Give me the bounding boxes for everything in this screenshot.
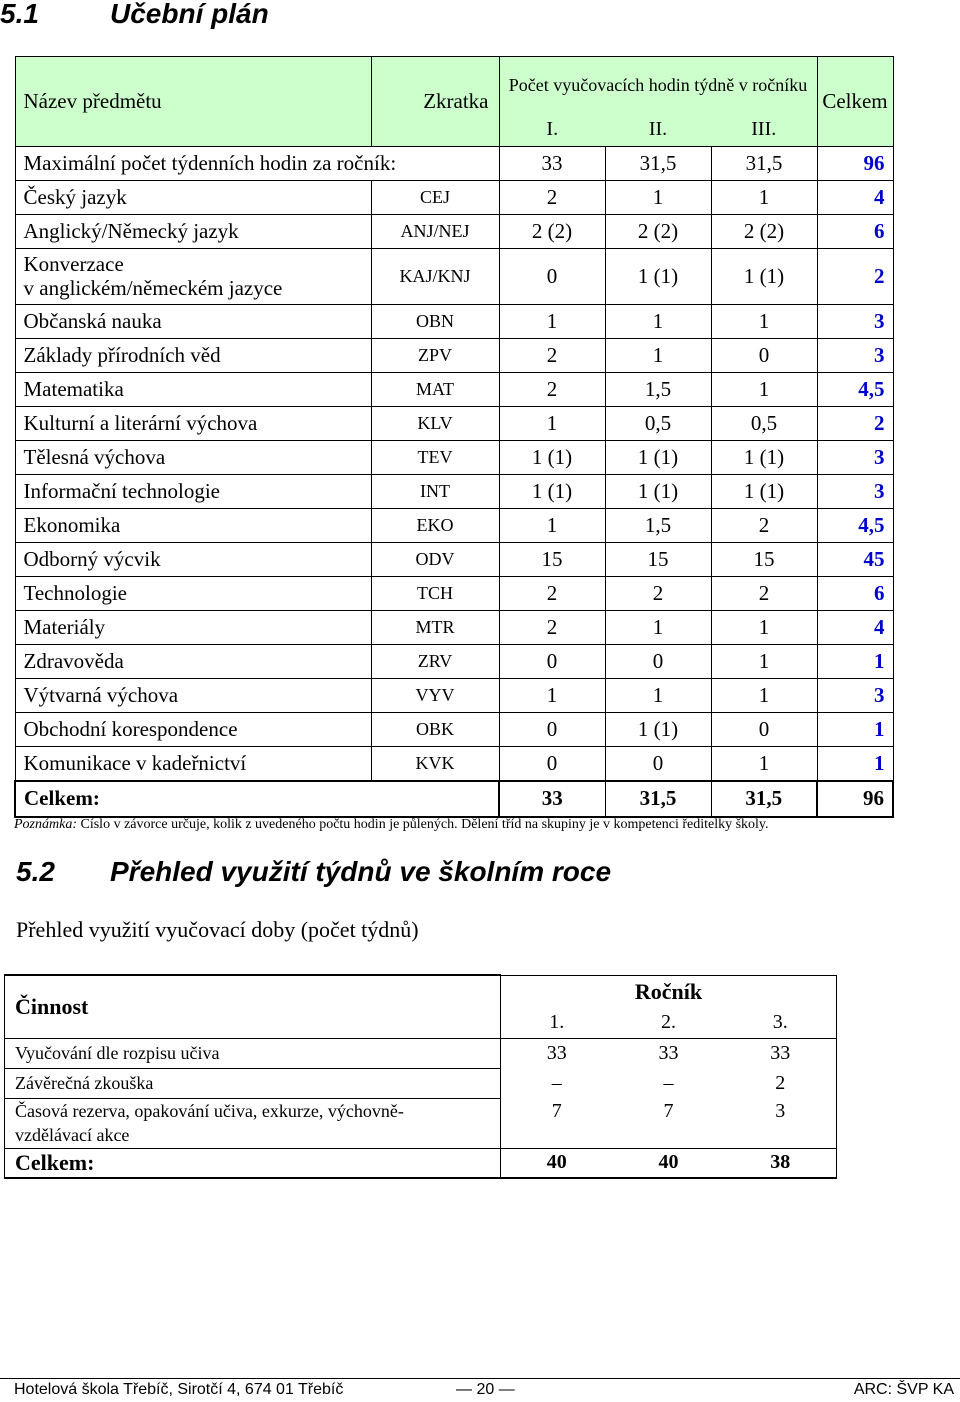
subject-row bbox=[15, 338, 893, 372]
subject-name: Český jazyk bbox=[15, 180, 371, 214]
subject-code: KAJ/KNJ bbox=[371, 248, 499, 304]
subject-total: 3 bbox=[817, 338, 893, 372]
total-y2: 31,5 bbox=[605, 781, 711, 817]
hours-year-2: 1 (1) bbox=[605, 712, 711, 746]
weeks-total-value: 38 bbox=[725, 1148, 837, 1178]
subject-total: 4,5 bbox=[817, 508, 893, 542]
hours-year-1: 15 bbox=[499, 542, 605, 576]
hours-year-3: 1 bbox=[711, 644, 817, 678]
subject-code: VYV bbox=[371, 678, 499, 712]
hours-year-1: 2 bbox=[499, 338, 605, 372]
subject-code: ANJ/NEJ bbox=[371, 214, 499, 248]
section-heading-5-1 bbox=[0, 0, 269, 30]
total-sum: 96 bbox=[817, 781, 893, 817]
weeks-value: 33 bbox=[725, 1038, 837, 1068]
subject-row bbox=[15, 440, 893, 474]
weeks-total-value: 40 bbox=[501, 1148, 613, 1178]
weeks-row-label: Závěrečná zkouška bbox=[5, 1068, 501, 1098]
section-number: 5.1 bbox=[0, 0, 39, 29]
hours-year-1: 1 (1) bbox=[499, 474, 605, 508]
subject-code: CEJ bbox=[371, 180, 499, 214]
footer-page-number: — 20 — bbox=[456, 1381, 515, 1398]
hours-year-2: 15 bbox=[605, 542, 711, 576]
weeks-value: 33 bbox=[658, 1041, 679, 1064]
subject-total: 4,5 bbox=[817, 372, 893, 406]
header-activity: Činnost bbox=[5, 975, 501, 1038]
hours-year-1: 1 (1) bbox=[499, 440, 605, 474]
subject-name: Základy přírodních věd bbox=[15, 338, 371, 372]
hours-year-3: 0 bbox=[711, 712, 817, 746]
max-hours-y2: 31,5 bbox=[605, 146, 711, 180]
subject-name: Tělesná výchova bbox=[15, 440, 371, 474]
max-hours-row bbox=[15, 146, 893, 180]
weeks-value: 33 bbox=[501, 1038, 613, 1068]
subject-name: Výtvarná výchova bbox=[15, 678, 371, 712]
subject-row bbox=[15, 372, 893, 406]
hours-year-2: 0 bbox=[605, 746, 711, 781]
subject-code: TCH bbox=[371, 576, 499, 610]
hours-year-1: 1 bbox=[499, 304, 605, 338]
subject-code: ODV bbox=[371, 542, 499, 576]
table-note bbox=[14, 817, 769, 833]
header-row bbox=[15, 57, 893, 113]
note-text: Číslo v závorce určuje, kolik z uvedeného počtu hodin je půlených. Dělení tříd na skupiny je v kompetenci ředitelky školy. bbox=[77, 817, 769, 832]
header-year-3: III. bbox=[711, 113, 817, 147]
hours-year-2: 1 (1) bbox=[605, 474, 711, 508]
weeks-value: 7 bbox=[501, 1098, 613, 1148]
header-subject: Název předmětu bbox=[15, 57, 371, 147]
subject-total: 4 bbox=[817, 180, 893, 214]
subject-row bbox=[15, 610, 893, 644]
hours-year-2: 1 bbox=[605, 180, 711, 214]
subject-row bbox=[15, 180, 893, 214]
hours-year-3: 2 bbox=[711, 508, 817, 542]
subject-total: 3 bbox=[817, 678, 893, 712]
subject-total: 3 bbox=[817, 304, 893, 338]
subject-total: 1 bbox=[817, 746, 893, 781]
weeks-year-2: 2. bbox=[613, 1008, 725, 1038]
subject-total: 4 bbox=[817, 610, 893, 644]
subject-row bbox=[15, 474, 893, 508]
hours-year-1: 2 bbox=[499, 610, 605, 644]
hours-year-2: 0,5 bbox=[605, 406, 711, 440]
subject-row bbox=[15, 406, 893, 440]
hours-year-1: 0 bbox=[499, 644, 605, 678]
hours-year-3: 1 bbox=[711, 746, 817, 781]
hours-year-1: 2 bbox=[499, 180, 605, 214]
subject-total: 2 bbox=[817, 248, 893, 304]
subject-name: Informační technologie bbox=[15, 474, 371, 508]
weeks-row bbox=[5, 1098, 837, 1148]
subject-total: 1 bbox=[817, 644, 893, 678]
header-year-1: I. bbox=[499, 113, 605, 147]
hours-year-1: 2 bbox=[499, 372, 605, 406]
hours-year-2: 1 (1) bbox=[605, 248, 711, 304]
hours-year-3: 1 (1) bbox=[711, 248, 817, 304]
hours-year-3: 2 (2) bbox=[711, 214, 817, 248]
weeks-row-label-line1: Časová rezerva, opakování učiva, exkurze, výchovně- bbox=[15, 1101, 404, 1121]
hours-year-2: 1 (1) bbox=[605, 440, 711, 474]
subject-name: Obchodní korespondence bbox=[15, 712, 371, 746]
weeks-value: – bbox=[501, 1068, 613, 1098]
subject-row bbox=[15, 304, 893, 338]
subject-code: OBN bbox=[371, 304, 499, 338]
subject-name: Kulturní a literární výchova bbox=[15, 406, 371, 440]
hours-year-3: 1 bbox=[711, 372, 817, 406]
hours-year-2: 0 bbox=[605, 644, 711, 678]
subject-name: Ekonomika bbox=[15, 508, 371, 542]
footer-left: Hotelová škola Třebíč, Sirotčí 4, 674 01 Třebíč bbox=[14, 1381, 344, 1398]
weeks-table bbox=[4, 974, 837, 1179]
subject-row bbox=[15, 746, 893, 781]
subject-code: MTR bbox=[371, 610, 499, 644]
hours-year-1: 1 bbox=[499, 678, 605, 712]
header-hours: Počet vyučovacích hodin týdně v ročníku bbox=[499, 57, 817, 113]
section-title: Přehled využití týdnů ve školním roce bbox=[110, 856, 612, 887]
subject-row bbox=[15, 712, 893, 746]
subject-row bbox=[15, 214, 893, 248]
total-y1: 33 bbox=[499, 781, 605, 817]
max-hours-y3: 31,5 bbox=[711, 146, 817, 180]
section-title: Učební plán bbox=[110, 0, 269, 29]
header-code: Zkratka bbox=[371, 57, 499, 147]
subject-total: 3 bbox=[817, 474, 893, 508]
hours-year-2: 2 bbox=[605, 576, 711, 610]
weeks-total-row bbox=[5, 1148, 837, 1178]
subject-row bbox=[15, 508, 893, 542]
hours-year-3: 1 (1) bbox=[711, 440, 817, 474]
weeks-row-label: Vyučování dle rozpisu učiva bbox=[5, 1038, 501, 1068]
hours-year-3: 1 bbox=[711, 678, 817, 712]
weeks-total-value: 40 bbox=[613, 1148, 725, 1178]
total-label: Celkem: bbox=[15, 781, 499, 817]
subject-row bbox=[15, 248, 893, 304]
subject-name: Materiály bbox=[15, 610, 371, 644]
hours-year-3: 1 bbox=[711, 304, 817, 338]
subject-row bbox=[15, 644, 893, 678]
subject-code: INT bbox=[371, 474, 499, 508]
weeks-header-row bbox=[5, 975, 837, 1008]
hours-year-3: 1 bbox=[711, 610, 817, 644]
subject-code: KLV bbox=[371, 406, 499, 440]
subject-name: Zdravověda bbox=[15, 644, 371, 678]
weeks-row bbox=[5, 1068, 837, 1098]
weeks-value: 3 bbox=[725, 1098, 837, 1148]
hours-year-2: 1 bbox=[605, 338, 711, 372]
subject-code: ZRV bbox=[371, 644, 499, 678]
hours-year-3: 1 (1) bbox=[711, 474, 817, 508]
hours-year-3: 0 bbox=[711, 338, 817, 372]
max-hours-y1: 33 bbox=[499, 146, 605, 180]
hours-year-2: 1 bbox=[605, 678, 711, 712]
hours-year-1: 2 bbox=[499, 576, 605, 610]
subject-name: Technologie bbox=[15, 576, 371, 610]
hours-year-1: 2 (2) bbox=[499, 214, 605, 248]
subject-total: 6 bbox=[817, 576, 893, 610]
max-hours-label: Maximální počet týdenních hodin za ročník: bbox=[15, 146, 499, 180]
weeks-total-label: Celkem: bbox=[5, 1148, 501, 1178]
subject-row bbox=[15, 678, 893, 712]
weeks-row-label-line2: vzdělávací akce bbox=[15, 1125, 130, 1145]
total-y3: 31,5 bbox=[711, 781, 817, 817]
subject-row bbox=[15, 576, 893, 610]
subject-name: Občanská nauka bbox=[15, 304, 371, 338]
hours-year-1: 1 bbox=[499, 508, 605, 542]
hours-year-3: 2 bbox=[711, 576, 817, 610]
header-year: Ročník bbox=[501, 975, 837, 1008]
section-heading-5-2 bbox=[16, 856, 611, 888]
hours-year-2: 2 (2) bbox=[605, 214, 711, 248]
subject-total: 3 bbox=[817, 440, 893, 474]
curriculum-table bbox=[14, 56, 894, 818]
footer-right: ARC: ŠVP KA bbox=[853, 1381, 954, 1398]
hours-year-2: 1 bbox=[605, 610, 711, 644]
hours-year-1: 0 bbox=[499, 712, 605, 746]
hours-year-1: 0 bbox=[499, 248, 605, 304]
subject-total: 45 bbox=[817, 542, 893, 576]
subject-code: TEV bbox=[371, 440, 499, 474]
subject-name: Komunikace v kadeřnictví bbox=[15, 746, 371, 781]
weeks-year-1: 1. bbox=[501, 1008, 613, 1038]
max-hours-total: 96 bbox=[817, 146, 893, 180]
subject-name: Odborný výcvik bbox=[15, 542, 371, 576]
header-year-2: II. bbox=[605, 113, 711, 147]
weeks-value: – bbox=[663, 1071, 674, 1094]
weeks-value: 2 bbox=[725, 1068, 837, 1098]
weeks-year-3: 3. bbox=[725, 1008, 837, 1038]
hours-year-1: 0 bbox=[499, 746, 605, 781]
section-number: 5.2 bbox=[16, 856, 55, 887]
subject-code: MAT bbox=[371, 372, 499, 406]
hours-year-2: 1,5 bbox=[605, 372, 711, 406]
subject-code: KVK bbox=[371, 746, 499, 781]
hours-year-2: 1,5 bbox=[605, 508, 711, 542]
footer-divider bbox=[0, 1378, 960, 1379]
subject-code: ZPV bbox=[371, 338, 499, 372]
total-row bbox=[15, 781, 893, 817]
hours-year-3: 15 bbox=[711, 542, 817, 576]
subject-name bbox=[15, 248, 371, 304]
note-prefix: Poznámka: bbox=[14, 817, 77, 832]
hours-year-2: 1 bbox=[605, 304, 711, 338]
subject-row bbox=[15, 542, 893, 576]
subject-name: Matematika bbox=[15, 372, 371, 406]
hours-year-3: 0,5 bbox=[711, 406, 817, 440]
subject-name: Anglický/Německý jazyk bbox=[15, 214, 371, 248]
subject-total: 1 bbox=[817, 712, 893, 746]
subtitle: Přehled využití vyučovací doby (počet týdnů) bbox=[16, 917, 419, 942]
weeks-row bbox=[5, 1038, 837, 1068]
subject-name-line1: Konverzace bbox=[23, 252, 124, 276]
weeks-row-label bbox=[5, 1098, 501, 1148]
subject-code: OBK bbox=[371, 712, 499, 746]
header-total: Celkem bbox=[817, 57, 893, 147]
subject-code: EKO bbox=[371, 508, 499, 542]
subject-total: 6 bbox=[817, 214, 893, 248]
hours-year-3: 1 bbox=[711, 180, 817, 214]
hours-year-1: 1 bbox=[499, 406, 605, 440]
subject-name-line2: v anglickém/německém jazyce bbox=[23, 276, 283, 300]
weeks-value: 7 bbox=[663, 1100, 674, 1122]
subject-total: 2 bbox=[817, 406, 893, 440]
